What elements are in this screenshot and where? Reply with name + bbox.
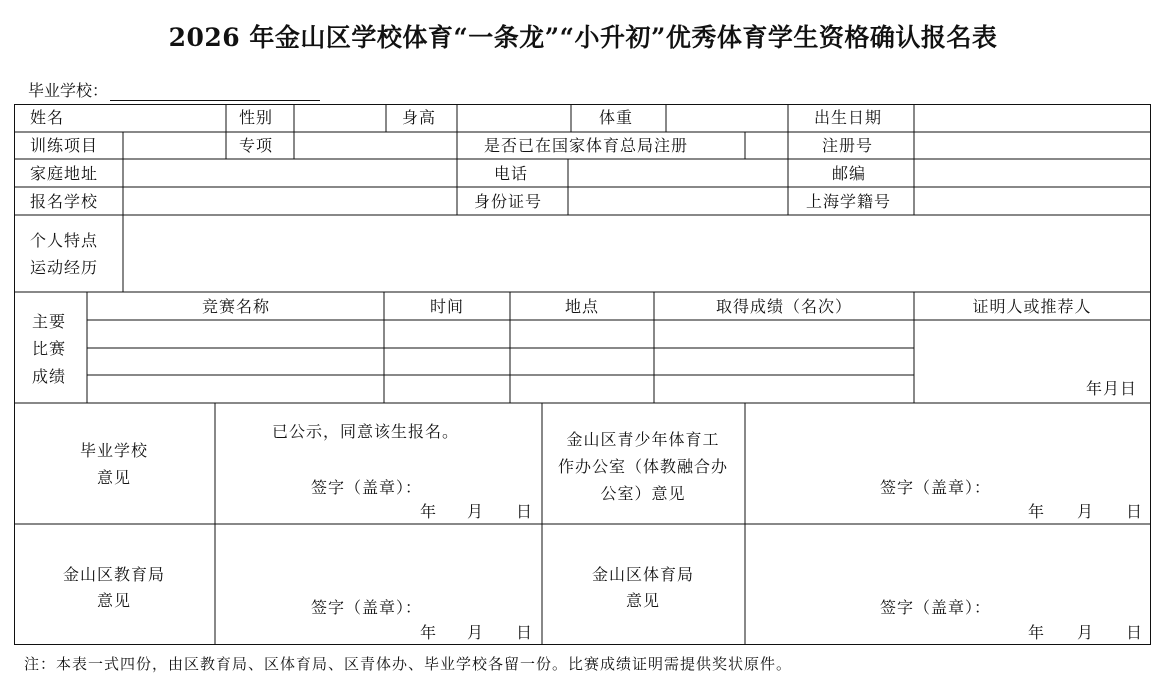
- sport-bureau-sign-day: 日: [1126, 623, 1144, 642]
- postcode-label: 邮编: [832, 164, 867, 183]
- school-sign-month: 月: [467, 502, 485, 521]
- training-item-label: 训练项目: [30, 136, 99, 155]
- graduation-school-label: 毕业学校：: [28, 81, 109, 100]
- youth-office-sign-month: 月: [1077, 502, 1095, 521]
- results-label-line3: 成绩: [32, 367, 67, 386]
- edu-bureau-sign-month: 月: [467, 623, 485, 642]
- col-result-rank: 取得成绩（名次）: [715, 297, 853, 316]
- edu-bureau-label-line1: 金山区教育局: [62, 565, 166, 584]
- apply-school-label: 报名学校: [30, 192, 99, 211]
- edu-bureau-sign-day: 日: [516, 623, 534, 642]
- youth-office-sign-year: 年: [1028, 502, 1046, 521]
- height-label: 身高: [402, 108, 437, 127]
- id-number-label: 身份证号: [474, 192, 543, 211]
- school-sign-label: 签字（盖章）：: [311, 478, 423, 497]
- school-sign-day: 日: [516, 502, 534, 521]
- youth-office-label-line1: 金山区青少年体育工: [566, 430, 720, 449]
- sport-bureau-sign-month: 月: [1077, 623, 1095, 642]
- youth-office-label-line3: 公室）意见: [600, 484, 686, 503]
- profile-label-line2: 运动经历: [30, 258, 99, 277]
- youth-office-sign-label: 签字（盖章）：: [880, 478, 992, 497]
- col-time: 时间: [429, 297, 465, 316]
- profile-label-line1: 个人特点: [30, 231, 99, 250]
- gender-label: 性别: [239, 108, 274, 127]
- edu-bureau-sign-year: 年: [420, 623, 438, 642]
- birth-date-label: 出生日期: [814, 108, 883, 127]
- school-sign-year: 年: [420, 502, 438, 521]
- student-number-label: 上海学籍号: [806, 192, 892, 211]
- weight-label: 体重: [599, 108, 634, 127]
- youth-office-label-line2: 作办公室（体教融合办: [557, 457, 729, 476]
- col-referee: 证明人或推荐人: [972, 297, 1092, 316]
- col-location: 地点: [564, 297, 600, 316]
- sport-bureau-label-line1: 金山区体育局: [591, 565, 695, 584]
- registration-number-label: 注册号: [822, 136, 874, 155]
- edu-bureau-sign-label: 签字（盖章）：: [311, 598, 423, 617]
- specialty-label: 专项: [239, 136, 274, 155]
- school-opinion-label-line1: 毕业学校: [79, 441, 149, 460]
- registered-label: 是否已在国家体育总局注册: [484, 136, 689, 155]
- edu-bureau-label-line2: 意见: [96, 591, 132, 610]
- graduation-school-blank[interactable]: [110, 84, 320, 101]
- school-opinion-text: 已公示，同意该生报名。: [272, 422, 460, 441]
- results-label-line1: 主要: [32, 312, 67, 331]
- col-competition-name: 竞赛名称: [201, 297, 271, 316]
- footnote: 注：本表一式四份，由区教育局、区体育局、区青体办、毕业学校各留一份。比赛成绩证明需提供奖状原件。: [24, 655, 793, 673]
- results-date: 年月日: [1086, 379, 1138, 398]
- sport-bureau-label-line2: 意见: [625, 591, 661, 610]
- youth-office-sign-day: 日: [1126, 502, 1144, 521]
- phone-label: 电话: [494, 164, 529, 183]
- registration-table: [14, 104, 1151, 645]
- sport-bureau-sign-label: 签字（盖章）：: [880, 598, 992, 617]
- results-label-line2: 比赛: [32, 339, 67, 358]
- name-label: 姓名: [30, 108, 65, 127]
- graduation-school-line: [28, 78, 320, 101]
- table-lines: [14, 104, 1151, 645]
- sport-bureau-sign-year: 年: [1028, 623, 1046, 642]
- form-title: 2026 年金山区学校体育“一条龙”“小升初”优秀体育学生资格确认报名表: [168, 23, 998, 52]
- school-opinion-label-line2: 意见: [96, 468, 132, 487]
- home-address-label: 家庭地址: [30, 164, 99, 183]
